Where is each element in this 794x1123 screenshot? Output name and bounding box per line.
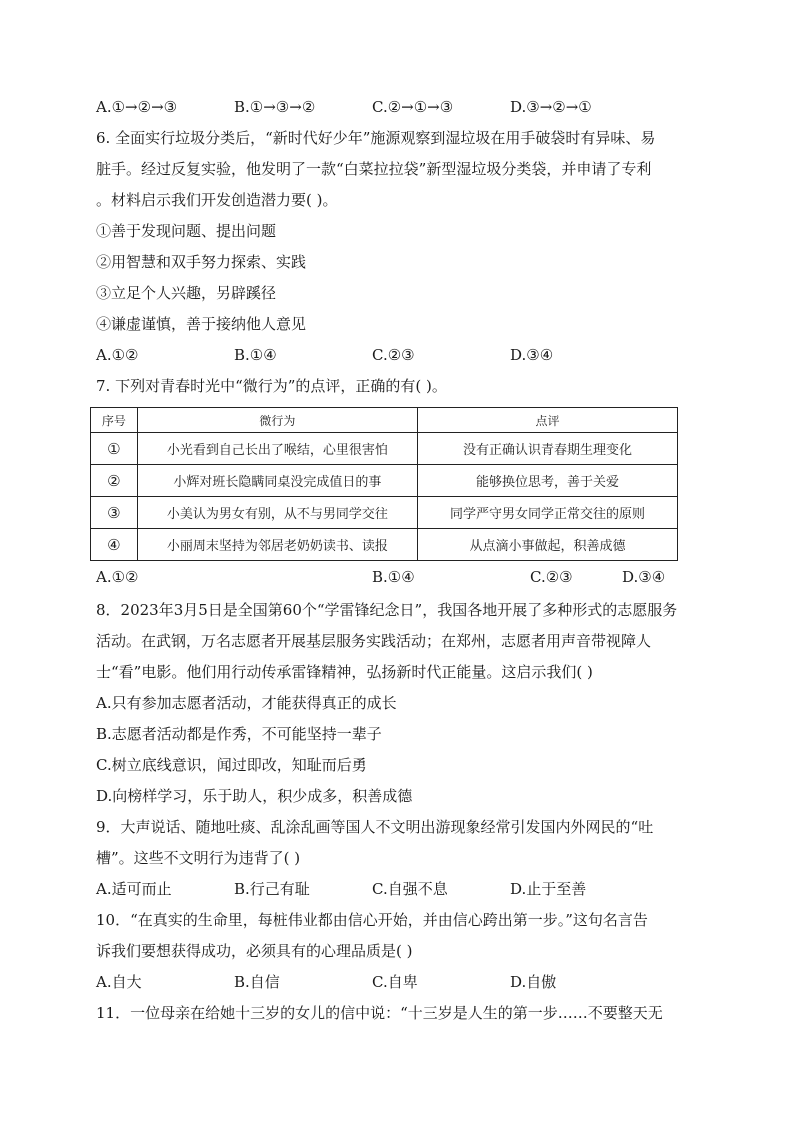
q5-option-a[interactable]: A.①→②→③ xyxy=(96,98,178,116)
q5-option-b[interactable]: B.①→③→② xyxy=(234,98,316,116)
q5-option-d[interactable]: D.③→②→① xyxy=(510,98,592,116)
q5-options xyxy=(96,97,696,117)
table-row xyxy=(91,465,678,497)
q6-option-c[interactable]: C.②③ xyxy=(372,346,415,364)
q6-stem-line-1: 6. 全面实行垃圾分类后，“新时代好少年”施源观察到湿垃圾在用手破袋时有异味、易 xyxy=(96,129,656,147)
table-row xyxy=(91,529,678,561)
q10-stem-line-1: 10．“在真实的生命里，每桩伟业都由信心开始，并由信心跨出第一步。”这句名言告 xyxy=(96,911,648,929)
q9-options xyxy=(96,879,696,899)
q8-option-c[interactable]: C.树立底线意识，闻过即改，知耻而后勇 xyxy=(96,756,367,774)
q7-header-comment: 点评 xyxy=(417,408,677,433)
q7-option-b[interactable]: B.①④ xyxy=(372,568,415,586)
table-row xyxy=(91,497,678,529)
q7-row-3-index: ③ xyxy=(91,497,138,529)
q7-row-2-behavior: 小辉对班长隐瞒同桌没完成值日的事 xyxy=(137,465,417,497)
q8-stem-line-2: 活动。在武钢，万名志愿者开展基层服务实践活动；在郑州，志愿者用声音带视障人 xyxy=(96,632,652,650)
q7-option-c[interactable]: C.②③ xyxy=(530,568,573,586)
q10-option-d[interactable]: D.自傲 xyxy=(510,973,557,991)
q10-option-c[interactable]: C.自卑 xyxy=(372,973,418,991)
q10-stem-line-2: 诉我们要想获得成功，必须具有的心理品质是( ) xyxy=(96,942,413,960)
q8-option-a[interactable]: A.只有参加志愿者活动，才能获得真正的成长 xyxy=(96,694,397,712)
q7-option-a[interactable]: A.①② xyxy=(96,568,139,586)
q11-stem-line-1: 11．一位母亲在给她十三岁的女儿的信中说：“十三岁是人生的第一步……不要整天无 xyxy=(96,1004,663,1022)
q6-item-1: ①善于发现问题、提出问题 xyxy=(96,222,277,240)
q6-stem-line-3: 。材料启示我们开发创造潜力要( )。 xyxy=(96,191,338,209)
table-row xyxy=(91,433,678,465)
q7-table xyxy=(90,407,678,561)
q8-option-d[interactable]: D.向榜样学习，乐于助人，积少成多，积善成德 xyxy=(96,787,413,805)
q6-option-b[interactable]: B.①④ xyxy=(234,346,277,364)
q7-option-d[interactable]: D.③④ xyxy=(622,568,666,586)
q6-item-2: ②用智慧和双手努力探索、实践 xyxy=(96,253,307,271)
q6-options xyxy=(96,345,696,365)
q6-stem-line-2: 脏手。经过反复实验，他发明了一款“白菜拉拉袋”新型湿垃圾分类袋，并申请了专利 xyxy=(96,160,652,178)
q9-stem-line-1: 9．大声说话、随地吐痰、乱涂乱画等国人不文明出游现象经常引发国内外网民的“吐 xyxy=(96,818,654,836)
q7-header-index: 序号 xyxy=(91,408,138,433)
q7-stem: 7. 下列对青春时光中“微行为”的点评，正确的有( )。 xyxy=(96,377,447,395)
q8-option-b[interactable]: B.志愿者活动都是作秀，不可能坚持一辈子 xyxy=(96,725,382,743)
q7-row-2-comment: 能够换位思考，善于关爱 xyxy=(417,465,677,497)
q7-row-4-index: ④ xyxy=(91,529,138,561)
q7-row-3-behavior: 小美认为男女有别，从不与男同学交往 xyxy=(137,497,417,529)
q7-row-4-comment: 从点滴小事做起，积善成德 xyxy=(417,529,677,561)
q6-option-a[interactable]: A.①② xyxy=(96,346,139,364)
q7-row-2-index: ② xyxy=(91,465,138,497)
q7-row-1-comment: 没有正确认识青春期生理变化 xyxy=(417,433,677,465)
q9-option-d[interactable]: D.止于至善 xyxy=(510,880,587,898)
q7-row-1-behavior: 小光看到自己长出了喉结，心里很害怕 xyxy=(137,433,417,465)
q9-option-a[interactable]: A.适可而止 xyxy=(96,880,172,898)
q10-option-a[interactable]: A.自大 xyxy=(96,973,142,991)
q9-option-b[interactable]: B.行己有耻 xyxy=(234,880,310,898)
q5-option-c[interactable]: C.②→①→③ xyxy=(372,98,454,116)
q8-stem-line-3: 士“看”电影。他们用行动传承雷锋精神，弘扬新时代正能量。这启示我们( ) xyxy=(96,663,593,681)
q9-option-c[interactable]: C.自强不息 xyxy=(372,880,448,898)
q10-option-b[interactable]: B.自信 xyxy=(234,973,280,991)
q6-item-3: ③立足个人兴趣，另辟蹊径 xyxy=(96,284,277,302)
q7-header-behavior: 微行为 xyxy=(137,408,417,433)
q7-row-4-behavior: 小丽周末坚持为邻居老奶奶读书、读报 xyxy=(137,529,417,561)
q7-options xyxy=(96,567,696,587)
q10-options xyxy=(96,972,696,992)
q7-table-header-row xyxy=(91,408,678,433)
q7-row-3-comment: 同学严守男女同学正常交往的原则 xyxy=(417,497,677,529)
q6-item-4: ④谦虚谨慎，善于接纳他人意见 xyxy=(96,315,307,333)
q8-stem-line-1: 8．2023年3月5日是全国第60个“学雷锋纪念日”，我国各地开展了多种形式的志愿服务 xyxy=(96,601,678,619)
q6-option-d[interactable]: D.③④ xyxy=(510,346,554,364)
q7-row-1-index: ① xyxy=(91,433,138,465)
q9-stem-line-2: 槽”。这些不文明行为违背了( ) xyxy=(96,849,301,867)
